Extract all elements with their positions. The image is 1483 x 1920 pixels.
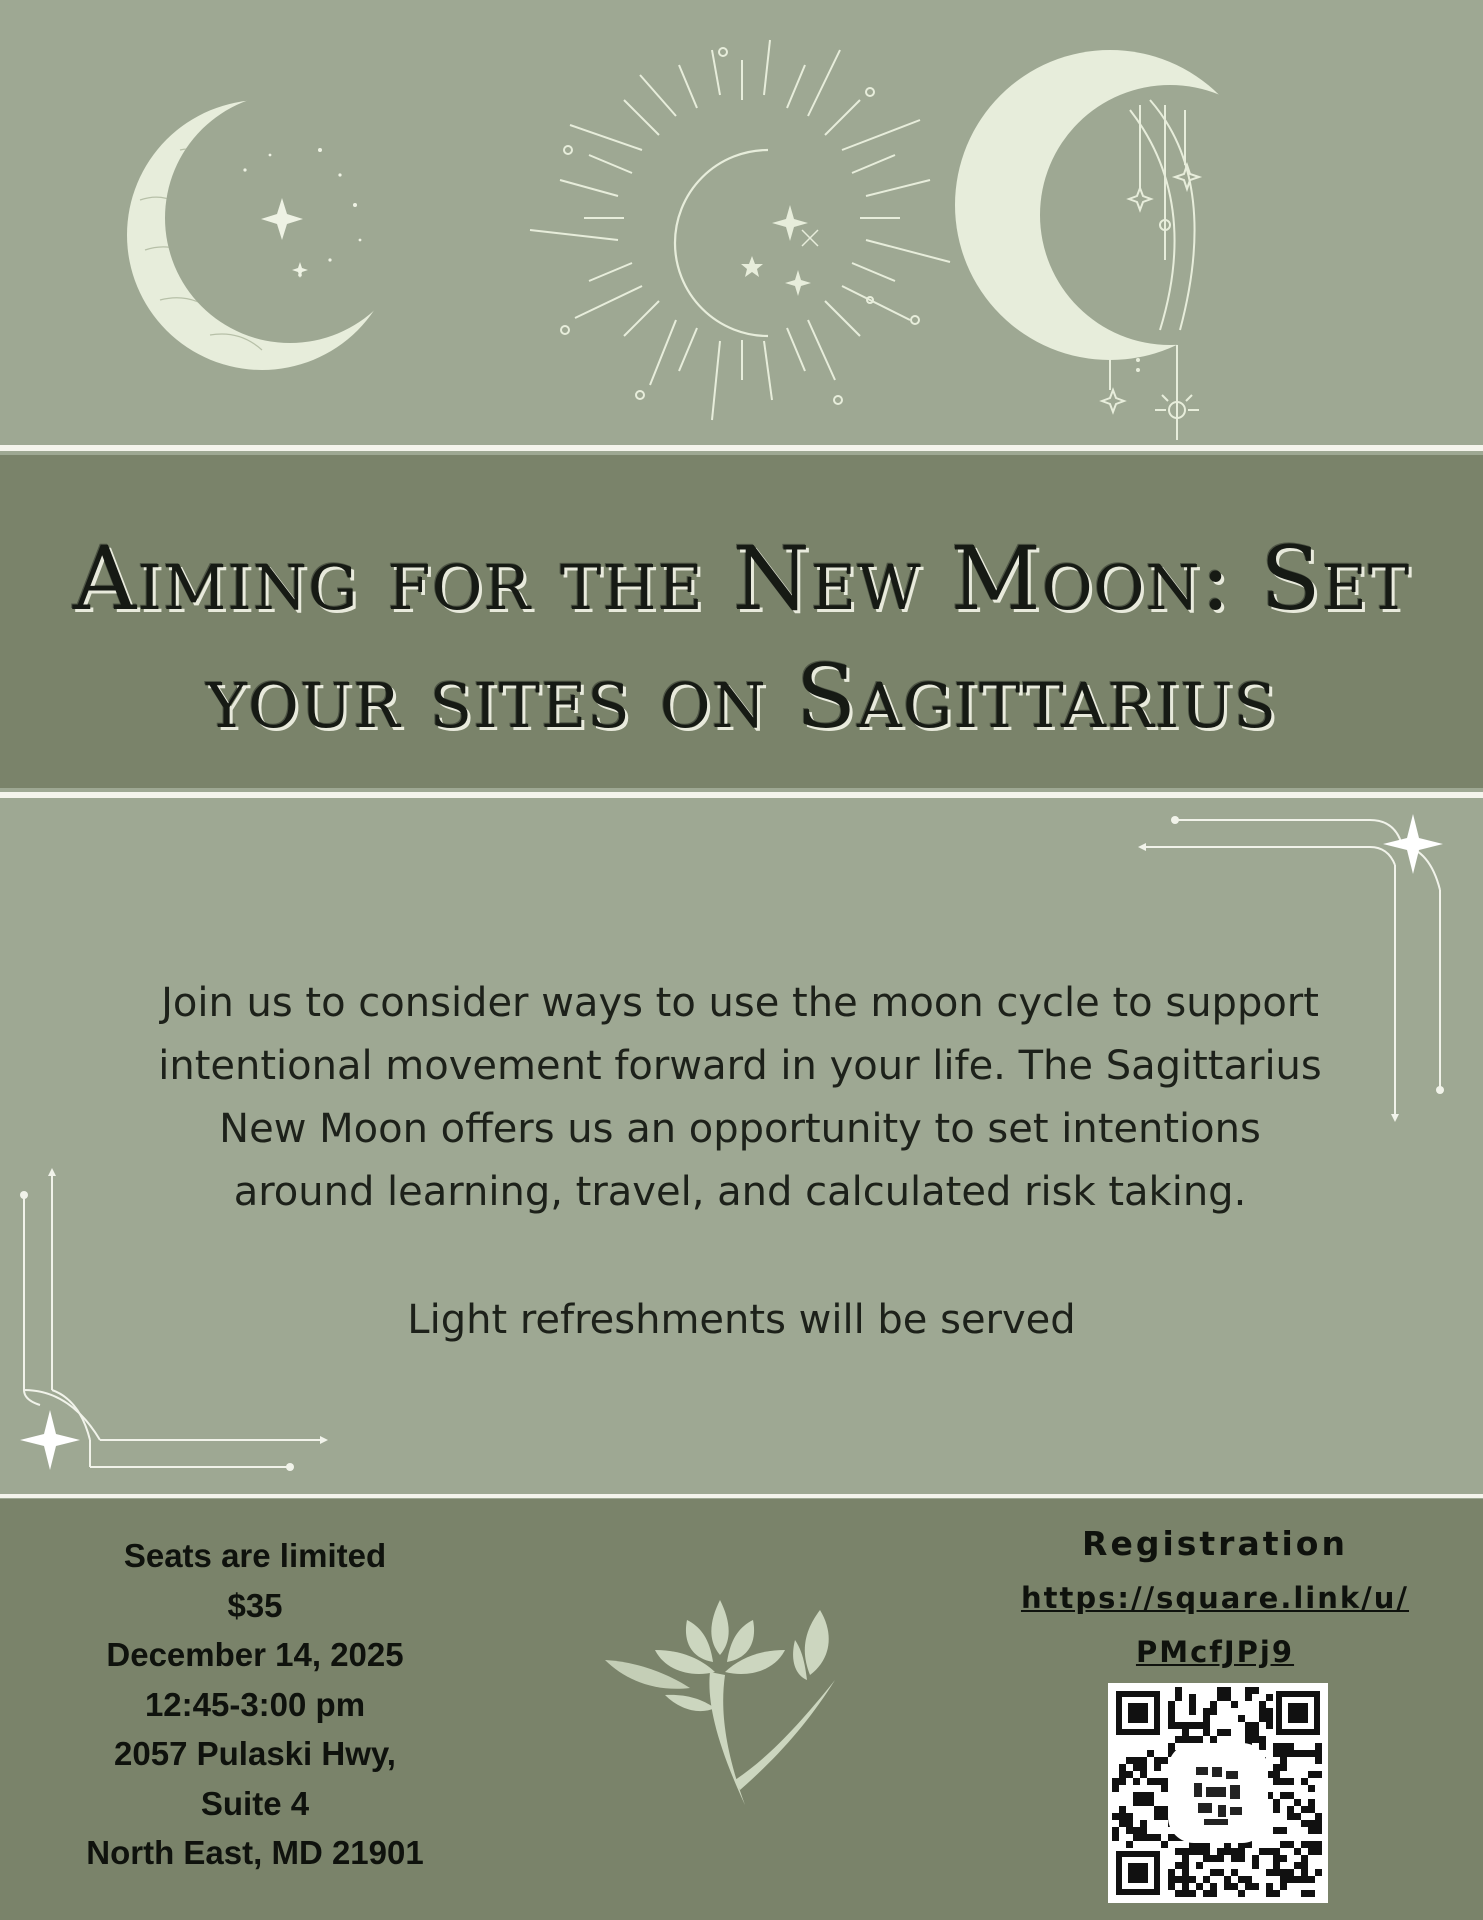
event-title bbox=[0, 520, 1483, 756]
hanging-moon-icon bbox=[955, 50, 1265, 440]
event-price: $35 bbox=[227, 1586, 283, 1624]
description-line-4: around learning, travel, and calculated risk taking. bbox=[233, 1169, 1247, 1215]
crescent-moon-icon bbox=[127, 100, 397, 370]
event-time: 12:45-3:00 pm bbox=[144, 1685, 366, 1723]
registration-heading: Registration bbox=[1082, 1524, 1348, 1563]
address-line-1: 2057 Pulaski Hwy, bbox=[114, 1735, 396, 1772]
top-divider bbox=[0, 445, 1483, 451]
lotus-flower-icon bbox=[595, 1580, 885, 1820]
radiant-moon-icon bbox=[530, 40, 950, 420]
address-line-3: North East, MD 21901 bbox=[86, 1834, 424, 1871]
title-divider bbox=[0, 792, 1483, 798]
description-line-1: Join us to consider ways to use the moon cycle to support bbox=[161, 980, 1319, 1026]
event-title-line-1: Aiming for the New Moon: Set bbox=[72, 527, 1411, 630]
seats-note: Seats are limited bbox=[123, 1537, 387, 1574]
event-description bbox=[130, 972, 1350, 1224]
event-title-line-2: your sites on Sagittarius bbox=[206, 645, 1277, 748]
refreshments-note: Light refreshments will be served bbox=[407, 1297, 1076, 1343]
description-line-2: intentional movement forward in your life. The Sagittarius bbox=[158, 1043, 1322, 1089]
registration-section bbox=[980, 1517, 1450, 1679]
moon-illustrations bbox=[0, 0, 1483, 445]
registration-link-line-2[interactable]: PMcfJPj9 bbox=[1135, 1635, 1295, 1669]
qr-code-icon[interactable] bbox=[1108, 1683, 1328, 1903]
event-details bbox=[60, 1531, 450, 1878]
address-line-2: Suite 4 bbox=[200, 1784, 310, 1822]
event-date: December 14, 2025 bbox=[106, 1636, 404, 1673]
bottom-divider bbox=[0, 1494, 1483, 1498]
description-line-3: New Moon offers us an opportunity to set intentions bbox=[219, 1106, 1261, 1152]
registration-link-line-1[interactable]: https://square.link/u/ bbox=[1020, 1581, 1410, 1615]
